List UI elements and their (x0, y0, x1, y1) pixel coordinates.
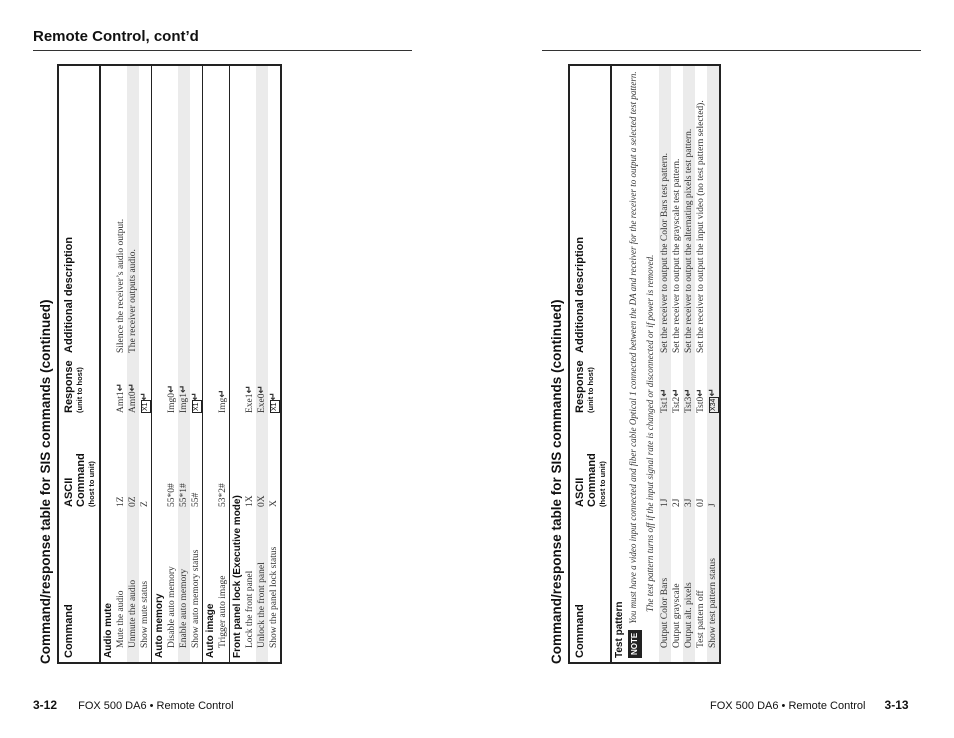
command-cell: Test pattern off (696, 590, 706, 648)
ascii-cell: X (269, 500, 279, 507)
command-cell: Show the panel lock status (269, 546, 279, 648)
section-title: Auto image (203, 65, 218, 663)
response-cell (127, 357, 139, 417)
table-row (707, 65, 720, 663)
response-text: Tst3 (684, 396, 694, 413)
table-header-row (58, 65, 100, 663)
left-table-caption: Command/response table for SIS commands (continued) (38, 299, 53, 664)
return-arrow-icon: ↵ (256, 385, 267, 394)
table-row (671, 65, 683, 663)
return-arrow-icon: ↵ (115, 382, 126, 392)
command-cell: Lock the front panel (245, 570, 255, 648)
response-text: Tst2 (672, 396, 682, 413)
ascii-cell: 0Z (127, 417, 139, 511)
footer-title-left: FOX 500 DA6 • Remote Control (78, 700, 234, 712)
return-arrow-icon: ↵ (659, 388, 670, 397)
ascii-cell: 2J (672, 498, 682, 507)
section-title: Auto memory (152, 65, 167, 663)
response-cell (256, 357, 268, 417)
variable-box: X34 (710, 398, 717, 411)
ascii-cell: Z (140, 501, 150, 507)
command-cell: Show test pattern status (707, 511, 720, 663)
table-row (256, 65, 268, 663)
section-row (203, 65, 218, 663)
header-command: Command (58, 511, 100, 663)
description-cell (166, 65, 178, 357)
table-row (139, 65, 152, 663)
ascii-cell: 55*0# (167, 483, 177, 507)
response-text: Amt1 (116, 391, 126, 413)
header-rule-right (542, 50, 921, 51)
table-row (217, 65, 230, 663)
header-response: Response (unit to host) (58, 357, 100, 417)
response-text: Tst1 (660, 396, 670, 413)
return-arrow-icon: ↵ (178, 384, 189, 393)
ascii-cell: J (707, 417, 720, 511)
return-arrow-icon: ↵ (127, 382, 138, 392)
description-cell: Set the receiver to output the alternating pixels test pattern. (683, 65, 695, 357)
command-cell: Output alt. pixels (683, 511, 695, 663)
description-cell (244, 65, 256, 357)
response-text: Amt0 (128, 391, 138, 413)
return-arrow-icon: ↵ (671, 388, 682, 397)
section-title: Test pattern (614, 601, 625, 658)
table-row (683, 65, 695, 663)
description-cell (139, 65, 152, 357)
header-description: Additional description (58, 65, 100, 357)
return-arrow-icon: ↵ (695, 388, 706, 397)
note-badge: NOTE (628, 630, 642, 658)
command-cell: Enable auto memory (178, 511, 190, 663)
description-cell: Set the receiver to output the Color Bars test pattern. (659, 65, 671, 357)
return-arrow-icon: ↵ (166, 384, 177, 393)
section-title: Audio mute (103, 603, 114, 658)
table-header-row (569, 65, 611, 663)
response-text: Exe0 (257, 393, 267, 413)
response-cell (707, 357, 720, 417)
command-cell: Disable auto memory (167, 566, 177, 648)
header-rule-left (33, 50, 412, 51)
header-command: Command (569, 511, 611, 663)
description-cell (256, 65, 268, 357)
description-cell (190, 65, 203, 357)
table-row (695, 65, 707, 663)
table-row (268, 65, 281, 663)
variable-box: X1 (271, 402, 278, 411)
page-number-right: 3-13 (884, 698, 909, 712)
response-cell (115, 357, 127, 417)
variable-box: X1 (193, 402, 200, 411)
response-cell (695, 357, 707, 417)
return-arrow-icon: ↵ (244, 385, 255, 394)
response-cell (683, 357, 695, 417)
response-cell (671, 357, 683, 417)
variable-box: X1 (142, 402, 149, 411)
return-arrow-icon: ↵ (139, 392, 150, 401)
command-cell: Output grayscale (672, 583, 682, 648)
table-row (659, 65, 671, 663)
response-cell (268, 357, 281, 417)
table-row (244, 65, 256, 663)
note-cell (626, 65, 659, 663)
description-cell: Set the receiver to output the grayscale test pattern. (672, 158, 682, 353)
ascii-cell: 1Z (116, 496, 126, 507)
description-cell: The receiver outputs audio. (127, 65, 139, 357)
ascii-cell: 53*2# (218, 483, 228, 507)
command-cell: Trigger auto image (218, 575, 228, 648)
response-text: Exe1 (245, 393, 255, 413)
ascii-cell: 1X (245, 495, 255, 507)
return-arrow-icon: ↵ (217, 389, 228, 398)
right-table-caption: Command/response table for SIS commands (continued) (549, 299, 564, 664)
header-ascii: ASCII Command (host to unit) (569, 417, 611, 511)
table-row (166, 65, 178, 663)
response-cell (178, 357, 190, 417)
response-cell (659, 357, 671, 417)
ascii-cell: 55*1# (178, 417, 190, 511)
response-cell (139, 357, 152, 417)
return-arrow-icon: ↵ (268, 392, 279, 401)
header-description: Additional description (569, 65, 611, 357)
response-text: Tst0 (696, 396, 706, 413)
table-row (178, 65, 190, 663)
footer-right (710, 698, 909, 712)
section-row (611, 65, 626, 663)
response-cell (190, 357, 203, 417)
ascii-cell: 3J (683, 417, 695, 511)
section-row (152, 65, 167, 663)
ascii-cell: 1J (659, 417, 671, 511)
right-table-body (611, 65, 720, 663)
ascii-cell: 55# (191, 492, 201, 507)
page-title: Remote Control, cont’d (33, 28, 199, 45)
response-cell (166, 357, 178, 417)
right-table-panel (546, 64, 721, 664)
command-cell: Mute the audio (116, 590, 126, 648)
command-cell: Unmute the audio (127, 511, 139, 663)
command-cell: Show mute status (140, 580, 150, 648)
table-row (127, 65, 139, 663)
section-row (100, 65, 115, 663)
header-response: Response (unit to host) (569, 357, 611, 417)
description-cell: Set the receiver to output the input video (no test pattern selected). (696, 100, 706, 353)
table-row (115, 65, 127, 663)
left-table-body (100, 65, 281, 663)
description-cell (268, 65, 281, 357)
note-row (626, 65, 659, 663)
left-table-panel (35, 64, 282, 664)
description-cell: Silence the receiver’s audio output. (116, 218, 126, 353)
response-cell (244, 357, 256, 417)
ascii-cell: 0J (696, 498, 706, 507)
response-text: Img (218, 397, 228, 413)
header-ascii: ASCII Command (host to unit) (58, 417, 100, 511)
description-cell (178, 65, 190, 357)
right-sis-table (568, 64, 721, 664)
command-cell: Unlock the front panel (256, 511, 268, 663)
footer-title-right: FOX 500 DA6 • Remote Control (710, 700, 866, 712)
response-cell (217, 357, 230, 417)
command-cell: Show auto memory status (191, 549, 201, 648)
command-cell: Output Color Bars (659, 511, 671, 663)
section-row (230, 65, 245, 663)
note-text-1: You must have a video input connected and fiber cable Optical 1 connected between the DA and receiver for the receiver to output a selected test pattern. (628, 71, 638, 624)
ascii-cell: 0X (256, 417, 268, 511)
left-sis-table (57, 64, 282, 664)
page-number-left: 3-12 (33, 698, 58, 712)
response-text: Img1 (179, 392, 189, 413)
description-cell (707, 65, 720, 357)
table-row (190, 65, 203, 663)
return-arrow-icon: ↵ (707, 388, 718, 397)
note-text-2: The test pattern turns off if the input signal rate is changed or disconnected or if power is removed. (645, 254, 655, 612)
description-cell (217, 65, 230, 357)
section-title: Front panel lock (Executive mode) (230, 65, 245, 663)
response-text: Img0 (167, 392, 177, 413)
footer-left (33, 698, 234, 712)
return-arrow-icon: ↵ (190, 392, 201, 401)
return-arrow-icon: ↵ (683, 388, 694, 397)
